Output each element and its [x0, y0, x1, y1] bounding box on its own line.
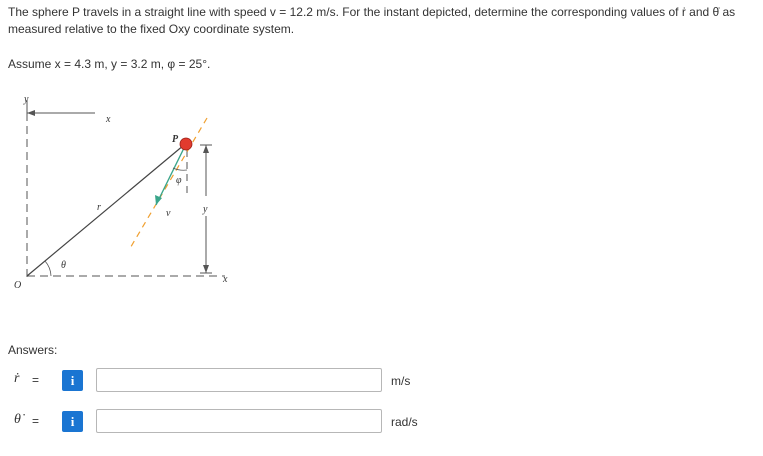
answer-row-theta-dot — [0, 409, 763, 435]
theta-angle-arc — [45, 261, 51, 276]
sphere-p — [180, 138, 192, 150]
info-icon[interactable]: i — [62, 370, 83, 391]
unit-label: rad/s — [391, 415, 418, 429]
label-x-dimension: x — [106, 114, 111, 125]
unit-label: m/s — [391, 374, 411, 388]
phi-angle-arc — [173, 168, 187, 170]
answer-row-r-dot — [0, 368, 763, 394]
label-y-dimension: y — [203, 204, 208, 215]
label-phi: φ — [176, 175, 182, 186]
label-v: v — [166, 208, 171, 219]
theta-dot-input[interactable] — [96, 409, 382, 433]
info-icon[interactable]: i — [62, 411, 83, 432]
problem-figure — [0, 84, 330, 304]
symbol-r-dot: ṙ — [14, 371, 20, 386]
label-origin: O — [14, 280, 22, 291]
label-y-axis: y — [24, 94, 29, 105]
answers-heading: Answers: — [8, 343, 58, 357]
label-p: P — [172, 134, 179, 145]
label-x-axis: x — [223, 274, 228, 285]
problem-statement: The sphere P travels in a straight line with speed v = 12.2 m/s. For the instant depicted, determine the corresponding values of ṙ and θ̇ as measured relative to the fixed Oxy coordinate system. — [8, 5, 736, 36]
label-r: r — [97, 202, 101, 213]
equals-sign: = — [32, 414, 40, 428]
sphere-path — [129, 118, 207, 250]
label-theta: θ — [61, 260, 66, 271]
r-dot-input[interactable] — [96, 368, 382, 392]
equals-sign: = — [32, 373, 40, 387]
assumptions: Assume x = 4.3 m, y = 3.2 m, φ = 25°. — [8, 57, 211, 71]
symbol-theta-dot: θ̇ — [14, 412, 21, 427]
position-vector-r — [27, 145, 184, 276]
